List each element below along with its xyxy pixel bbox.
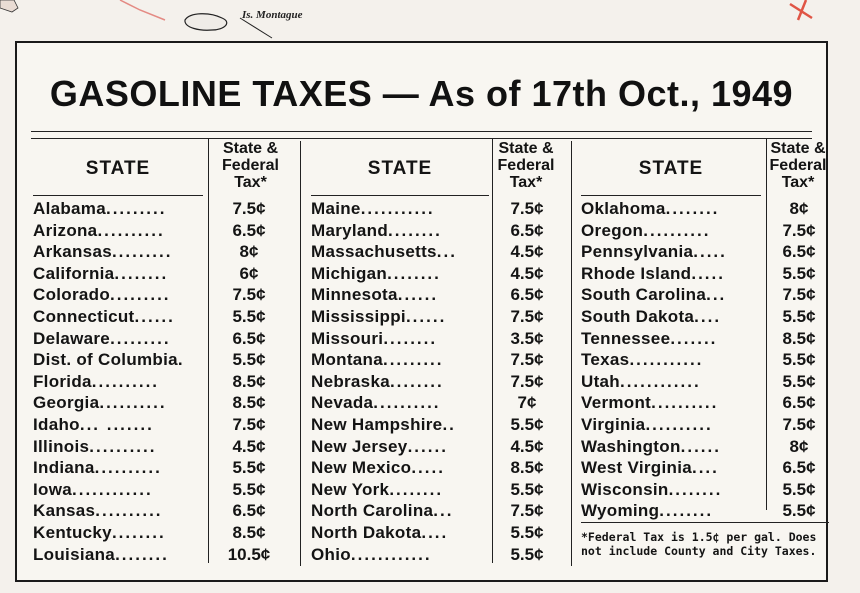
table-row	[581, 263, 827, 285]
state-name	[311, 350, 444, 370]
dot-leader: ............	[619, 371, 701, 391]
state-name-text: New Jersey	[311, 436, 408, 456]
dot-leader: ..........	[373, 393, 441, 413]
table-row	[33, 500, 288, 522]
dot-leader: ...........	[629, 350, 704, 370]
state-name-text: Utah	[581, 371, 620, 391]
tax-header	[767, 140, 829, 191]
table-row	[581, 349, 827, 371]
table-row	[33, 198, 288, 220]
state-name-text: Maryland	[311, 220, 389, 240]
state-name	[33, 501, 163, 521]
tax-value: 4.5¢	[232, 436, 266, 456]
state-name	[33, 480, 153, 500]
table-row	[581, 436, 827, 458]
tax-value: 4.5¢	[510, 263, 544, 283]
dot-leader: ...	[433, 501, 454, 521]
state-name	[33, 458, 162, 478]
state-name	[311, 437, 448, 457]
tax-header-line: Tax*	[234, 174, 267, 191]
table-row	[581, 457, 827, 479]
tax-value: 5.5¢	[510, 544, 544, 564]
tax-value: 6.5¢	[782, 393, 816, 413]
state-name	[33, 372, 159, 392]
tax-value: 8¢	[789, 436, 809, 456]
state-name-text: Maine	[311, 199, 361, 218]
table-row	[311, 241, 559, 263]
state-name	[33, 350, 185, 370]
dot-leader: ...........	[360, 199, 435, 218]
tax-header-line: Federal	[222, 157, 279, 174]
table-row	[581, 306, 827, 328]
dot-leader: ........	[665, 199, 720, 218]
dot-leader: ........	[387, 263, 441, 283]
state-name	[581, 458, 719, 478]
tax-header-line: State &	[222, 140, 279, 157]
table-row	[581, 328, 827, 350]
table-row	[33, 349, 288, 371]
dot-leader: ....	[421, 522, 449, 542]
dot-leader: .........	[110, 285, 171, 305]
state-name	[33, 307, 175, 327]
red-x-mark	[790, 0, 812, 20]
header-rule	[33, 195, 203, 196]
tax-value: 7.5¢	[510, 199, 544, 218]
dot-leader: ....	[691, 458, 719, 478]
state-name	[33, 415, 154, 435]
table-row	[581, 220, 827, 242]
tax-value: 8.5¢	[232, 371, 266, 391]
dot-leader: .........	[382, 350, 444, 370]
tax-header-line: Federal	[497, 157, 555, 174]
state-name-text: Ohio	[311, 544, 351, 564]
tax-value: 8.5¢	[232, 522, 266, 542]
tax-header-line: State &	[770, 140, 826, 157]
state-name-text: Colorado	[33, 285, 111, 305]
state-name	[581, 329, 717, 349]
state-name-text: Wyoming	[581, 501, 660, 521]
dot-leader: .	[177, 350, 185, 370]
table-row	[33, 544, 288, 566]
tax-value: 7.5¢	[232, 414, 266, 434]
state-name	[581, 437, 721, 457]
state-name-text: Wisconsin	[581, 479, 669, 499]
tax-value: 6.5¢	[782, 242, 816, 262]
dot-leader: ........	[659, 501, 714, 521]
table-row	[311, 457, 559, 479]
dot-leader: ...	[706, 285, 727, 305]
state-name	[33, 199, 166, 219]
state-rows	[33, 198, 288, 565]
state-name-text: Texas	[581, 350, 630, 370]
state-name-text: Minnesota	[311, 285, 398, 305]
table-row	[33, 241, 288, 263]
dot-leader: ..........	[95, 501, 163, 521]
state-name-text: Oregon	[581, 220, 644, 240]
dot-leader: ......	[134, 306, 175, 326]
tax-value: 5.5¢	[232, 350, 266, 370]
tax-value: 8¢	[239, 242, 259, 262]
tax-value: 6.5¢	[510, 220, 544, 240]
state-name-text: Rhode Island	[581, 263, 692, 283]
table-row	[33, 371, 288, 393]
table-row	[581, 284, 827, 306]
gasoline-tax-table	[15, 41, 828, 582]
dot-leader: ............	[350, 544, 432, 564]
dot-leader: ....	[694, 306, 722, 326]
dot-leader: ..........	[643, 220, 711, 240]
state-name	[311, 242, 457, 262]
state-name	[33, 285, 171, 305]
tax-value: 6.5¢	[232, 501, 266, 521]
state-name-text: West Virginia	[581, 458, 692, 478]
table-row	[311, 392, 559, 414]
state-name-text: Pennsylvania	[581, 242, 694, 262]
dot-leader: ......	[407, 436, 448, 456]
state-name-text: South Carolina	[581, 285, 707, 305]
tax-value: 6.5¢	[782, 458, 816, 478]
state-name	[581, 415, 713, 435]
tax-value: 7.5¢	[510, 350, 544, 370]
table-row	[33, 457, 288, 479]
state-name	[311, 523, 448, 543]
table-row	[311, 522, 559, 544]
state-name	[33, 437, 156, 457]
state-name	[33, 545, 169, 565]
state-name	[581, 221, 710, 241]
tax-value: 7¢	[517, 393, 537, 413]
state-name	[311, 501, 453, 521]
table-row	[311, 414, 559, 436]
state-rows	[311, 198, 559, 565]
tax-value: 3.5¢	[510, 328, 544, 348]
tax-header-line: Tax*	[781, 174, 815, 191]
dot-leader: ......	[680, 436, 721, 456]
tax-value: 7.5¢	[510, 501, 544, 521]
table-row	[33, 436, 288, 458]
table-row	[33, 328, 288, 350]
state-name	[581, 264, 725, 284]
table-row	[581, 241, 827, 263]
tax-value: 10.5¢	[227, 544, 271, 564]
state-name-text: Alabama	[33, 199, 106, 218]
state-name	[311, 199, 435, 219]
dot-leader: ........	[114, 263, 169, 283]
state-name-text: Connecticut	[33, 306, 135, 326]
dot-leader: ..........	[89, 436, 157, 456]
state-name-text: New York	[311, 479, 390, 499]
state-name	[311, 221, 442, 241]
tax-value: 5.5¢	[782, 371, 816, 391]
tax-value: 4.5¢	[510, 436, 544, 456]
state-name-text: Illinois	[33, 436, 90, 456]
tax-value: 5.5¢	[782, 350, 816, 370]
table-row	[33, 263, 288, 285]
column-header	[311, 138, 559, 198]
table-row	[33, 479, 288, 501]
table-row	[311, 328, 559, 350]
dot-leader: ........	[388, 220, 442, 240]
dot-leader: ........	[668, 479, 723, 499]
state-name	[581, 393, 718, 413]
table-row	[581, 479, 827, 501]
state-name-text: Idaho	[33, 414, 80, 434]
map-label: Is. Montague	[242, 9, 303, 21]
dot-leader: .....	[693, 242, 727, 262]
state-name-text: South Dakota	[581, 306, 695, 326]
tax-value: 8.5¢	[232, 393, 266, 413]
dot-leader: ..........	[645, 414, 713, 434]
state-name	[33, 242, 172, 262]
table-row	[311, 436, 559, 458]
state-name-text: Louisiana	[33, 544, 116, 564]
table-row	[33, 522, 288, 544]
state-name-text: New Mexico	[311, 458, 412, 478]
state-name-text: Virginia	[581, 414, 646, 434]
dot-leader: ........	[389, 479, 444, 499]
tax-value: 5.5¢	[510, 414, 544, 434]
state-name-text: Georgia	[33, 393, 100, 413]
state-name-text: Oklahoma	[581, 199, 666, 218]
tax-value: 5.5¢	[232, 306, 266, 326]
state-name	[581, 285, 726, 305]
state-name	[581, 242, 727, 262]
table-row	[311, 479, 559, 501]
dot-leader: ..	[442, 414, 456, 434]
state-name-text: Iowa	[33, 479, 72, 499]
tax-header-line: Federal	[769, 157, 827, 174]
footnote-rule	[581, 522, 829, 523]
dot-leader: ........	[111, 522, 166, 542]
state-rows	[581, 198, 827, 522]
tax-value: 4.5¢	[510, 242, 544, 262]
tax-value: 5.5¢	[782, 501, 816, 521]
state-name-text: Vermont	[581, 393, 652, 413]
state-name	[33, 329, 171, 349]
tax-value: 5.5¢	[510, 522, 544, 542]
tax-header-line: Tax*	[509, 174, 543, 191]
tax-value: 6.5¢	[510, 285, 544, 305]
state-name	[581, 480, 722, 500]
state-name	[311, 480, 443, 500]
dot-leader: ......	[405, 306, 447, 326]
state-name	[581, 501, 713, 521]
table-row	[581, 392, 827, 414]
dot-leader: .....	[411, 458, 445, 478]
state-name-text: Kansas	[33, 501, 96, 521]
dot-leader: ............	[72, 479, 153, 499]
tax-value: 5.5¢	[782, 306, 816, 326]
page-title: GASOLINE TAXES — As of 17th Oct., 1949	[49, 73, 794, 114]
state-header: STATE	[85, 158, 151, 179]
state-name	[311, 458, 445, 478]
state-name-text: Nevada	[311, 393, 374, 413]
dot-leader: ..........	[97, 220, 165, 240]
dot-leader: ........	[383, 328, 438, 348]
table-row	[581, 414, 827, 436]
state-name-text: Mississippi	[311, 306, 406, 326]
tax-value: 7.5¢	[232, 285, 266, 305]
state-name-text: Montana	[311, 350, 383, 370]
table-row	[311, 198, 559, 220]
state-name	[311, 393, 441, 413]
dot-leader: .....	[691, 263, 725, 283]
state-name	[311, 545, 432, 565]
state-name-text: Kentucky	[33, 522, 112, 542]
state-name-text: Florida	[33, 371, 92, 391]
dot-leader: .........	[110, 328, 171, 348]
dot-leader: ...	[436, 242, 457, 262]
state-name	[33, 393, 167, 413]
table-column-3	[581, 138, 827, 558]
tax-value: 8.5¢	[510, 458, 544, 478]
tax-value: 7.5¢	[510, 306, 544, 326]
header-rule	[311, 195, 489, 196]
state-name-text: Michigan	[311, 263, 388, 283]
state-name	[581, 199, 719, 219]
state-name	[311, 307, 446, 327]
table-row	[33, 220, 288, 242]
tax-value: 7.5¢	[510, 371, 544, 391]
table-row	[581, 500, 827, 522]
state-name	[311, 285, 438, 305]
state-name	[33, 221, 165, 241]
state-name	[581, 350, 703, 370]
state-name-text: Arizona	[33, 220, 98, 240]
tax-value: 5.5¢	[232, 458, 266, 478]
table-row	[311, 284, 559, 306]
state-name-text: California	[33, 263, 115, 283]
state-name	[581, 307, 721, 327]
dot-leader: ........	[115, 544, 169, 564]
table-row	[311, 220, 559, 242]
column-divider	[300, 141, 301, 566]
table-row	[581, 198, 827, 220]
state-name-text: North Carolina	[311, 501, 434, 521]
state-name-text: Indiana	[33, 458, 95, 478]
state-name-text: Dist. of Columbia	[33, 350, 178, 370]
tax-value: 5.5¢	[782, 479, 816, 499]
tax-header	[493, 140, 559, 191]
tax-value: 5.5¢	[232, 479, 266, 499]
tax-value: 5.5¢	[510, 479, 544, 499]
tax-value: 5.5¢	[782, 263, 816, 283]
table-row	[33, 284, 288, 306]
table-row	[311, 544, 559, 566]
tax-value: 8.5¢	[782, 328, 816, 348]
tax-value: 7.5¢	[232, 199, 266, 218]
table-row	[33, 306, 288, 328]
tax-value: 8¢	[789, 199, 809, 218]
state-name-text: Massachusetts	[311, 242, 437, 262]
state-name	[581, 372, 701, 392]
state-name-text: Missouri	[311, 328, 384, 348]
state-name	[311, 264, 441, 284]
state-name-text: Washington	[581, 436, 681, 456]
table-row	[311, 306, 559, 328]
state-name-text: Nebraska	[311, 371, 390, 391]
dot-leader: ........	[389, 371, 444, 391]
table-row	[311, 263, 559, 285]
dot-leader: ......	[397, 285, 439, 305]
footnote: *Federal Tax is 1.5¢ per gal. Does not include County and City Taxes.	[581, 530, 817, 558]
dot-leader: .........	[111, 242, 173, 262]
dot-leader: .......	[670, 328, 718, 348]
dot-leader: ... .......	[79, 414, 154, 434]
column-header	[33, 138, 288, 198]
state-name-text: Arkansas	[33, 242, 112, 262]
island-outline	[185, 14, 227, 30]
dot-leader: ..........	[99, 393, 167, 413]
table-row	[33, 392, 288, 414]
state-name	[33, 264, 168, 284]
table-row	[33, 414, 288, 436]
tax-value: 6.5¢	[232, 220, 266, 240]
table-row	[311, 349, 559, 371]
state-name	[311, 329, 437, 349]
state-name-text: North Dakota	[311, 522, 422, 542]
state-name-text: Tennessee	[581, 328, 671, 348]
header-rule	[581, 195, 761, 196]
dot-leader: .........	[105, 199, 167, 218]
table-column-1	[33, 138, 288, 565]
dot-leader: ..........	[94, 458, 162, 478]
tax-value: 6¢	[239, 263, 259, 283]
state-name-text: New Hampshire	[311, 414, 443, 434]
tax-value: 7.5¢	[782, 414, 816, 434]
tax-header-line: State &	[498, 140, 554, 157]
dot-leader: ..........	[91, 371, 160, 391]
state-name-text: Delaware	[33, 328, 111, 348]
state-name	[33, 523, 166, 543]
state-header: STATE	[638, 158, 704, 179]
tax-value: 6.5¢	[232, 328, 266, 348]
column-header	[581, 138, 827, 198]
table-row	[581, 371, 827, 393]
table-row	[311, 500, 559, 522]
tax-value: 7.5¢	[782, 220, 816, 240]
map-background	[0, 0, 860, 45]
tax-value: 7.5¢	[782, 285, 816, 305]
state-name	[311, 415, 456, 435]
title-rule	[31, 131, 812, 132]
table-column-2	[311, 138, 559, 565]
table-row	[311, 371, 559, 393]
dot-leader: ..........	[651, 393, 719, 413]
column-divider	[571, 141, 572, 566]
state-header: STATE	[367, 158, 433, 179]
tax-header	[213, 140, 288, 191]
state-name	[311, 372, 444, 392]
